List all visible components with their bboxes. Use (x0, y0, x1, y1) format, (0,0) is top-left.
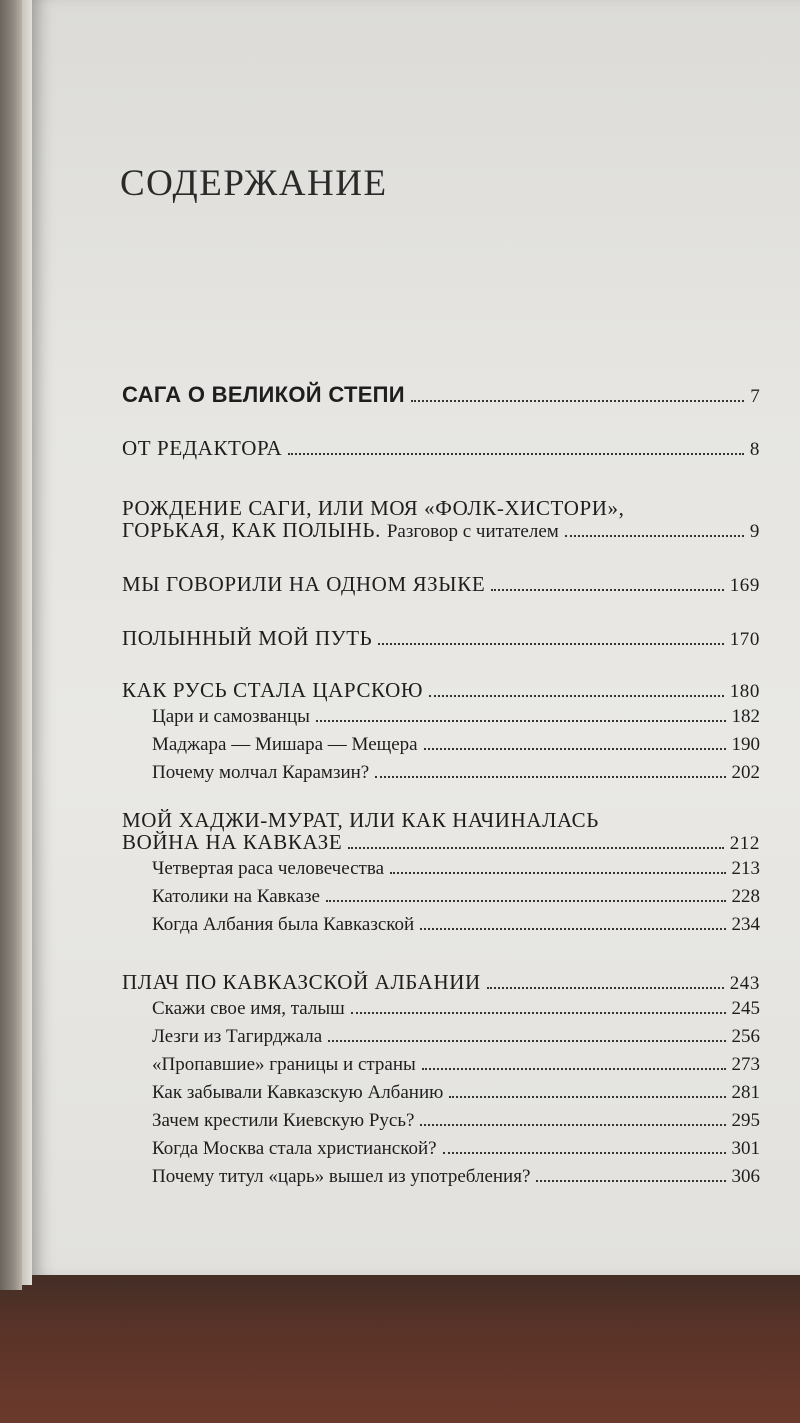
dot-leader (565, 535, 744, 537)
dot-leader (424, 748, 726, 750)
toc-entry-page: 7 (750, 386, 760, 407)
toc-subentry (152, 1138, 760, 1160)
toc-subentry (152, 706, 760, 728)
toc-entry-title: МЫ ГОВОРИЛИ НА ОДНОМ ЯЗЫКЕ (122, 572, 486, 596)
toc-subentry-title: Цари и самозванцы (152, 706, 310, 727)
toc-entry-title: ПОЛЫННЫЙ МОЙ ПУТЬ (122, 626, 373, 650)
toc-subentry-page: 213 (731, 858, 760, 879)
dot-leader (328, 1040, 725, 1042)
toc-entry-title-line1: МОЙ ХАДЖИ-МУРАТ, ИЛИ КАК НАЧИНАЛАСЬ (122, 808, 599, 832)
toc-subentry-page: 256 (731, 1026, 760, 1047)
toc-entry-page: 180 (729, 681, 760, 702)
toc-subentry-title: Скажи свое имя, талыш (152, 998, 345, 1019)
book-page-edges (22, 0, 32, 1285)
dot-leader (487, 987, 724, 989)
toc-entry-subtitle: Разговор с читателем (386, 521, 559, 542)
toc-entry (122, 436, 760, 461)
toc-entry (122, 518, 760, 543)
book-page (32, 0, 800, 1275)
toc-entry-page: 212 (729, 833, 760, 854)
toc-subentry-title: Католики на Кавказе (152, 886, 320, 907)
toc-subentry (152, 1110, 760, 1132)
toc-subentry-title: Как забывали Кавказскую Албанию (152, 1082, 444, 1103)
dot-leader (491, 589, 723, 591)
dot-leader (420, 1124, 725, 1126)
toc-subentry (152, 1166, 760, 1188)
toc-entry-title: КАК РУСЬ СТАЛА ЦАРСКОЮ (122, 678, 424, 702)
toc-entry-title: ОТ РЕДАКТОРА (122, 436, 283, 460)
toc-entry (122, 830, 760, 855)
dot-leader (375, 776, 725, 778)
toc-entry (122, 970, 760, 995)
dot-leader (422, 1068, 726, 1070)
dot-leader (536, 1180, 725, 1182)
toc-subentry (152, 1082, 760, 1104)
toc-subentry-title: Почему молчал Карамзин? (152, 762, 370, 783)
toc-subentry-title: Четвертая раса человечества (152, 858, 385, 879)
page-title: СОДЕРЖАНИЕ (120, 163, 388, 204)
toc-subentry (152, 914, 760, 936)
toc-subentry-title: Когда Москва стала христианской? (152, 1138, 437, 1159)
dot-leader (429, 695, 724, 697)
toc-subentry (152, 886, 760, 908)
toc-subentry-page: 182 (731, 706, 760, 727)
toc-entry (122, 678, 760, 703)
dot-leader (378, 643, 723, 645)
toc-entry-page: 170 (729, 629, 760, 650)
dot-leader (420, 928, 725, 930)
toc-entry (122, 626, 760, 651)
toc-subentry-page: 190 (731, 734, 760, 755)
toc-subentry-title: Лезги из Тагирджала (152, 1026, 323, 1047)
toc-subentry (152, 998, 760, 1020)
dot-leader (326, 900, 726, 902)
toc-entry-title-line2 (122, 518, 559, 543)
dot-leader (449, 1096, 725, 1098)
dot-leader (443, 1152, 726, 1154)
toc-subentry-page: 228 (731, 886, 760, 907)
toc-subentry (152, 858, 760, 880)
book-cover-edge (0, 0, 22, 1290)
toc-entry-title: ПЛАЧ ПО КАВКАЗСКОЙ АЛБАНИИ (122, 970, 481, 994)
dot-leader (316, 720, 726, 722)
toc-entry-page: 169 (729, 575, 760, 596)
toc-entry-page: 8 (749, 439, 760, 460)
toc-subentry-page: 234 (731, 914, 760, 935)
table-surface (0, 1255, 800, 1423)
toc-entry-title: САГА О ВЕЛИКОЙ СТЕПИ (122, 382, 405, 407)
toc-entry (122, 572, 760, 597)
toc-entry (122, 382, 760, 408)
toc-subentry-page: 281 (731, 1082, 760, 1103)
toc-entry-page: 243 (729, 973, 760, 994)
toc-entry-title-part: ГОРЬКАЯ, КАК ПОЛЫНЬ. (122, 518, 381, 542)
toc-subentry (152, 734, 760, 756)
dot-leader (411, 400, 744, 402)
toc-subentry-page: 306 (731, 1166, 760, 1187)
toc-subentry-page: 202 (731, 762, 760, 783)
dot-leader (348, 847, 723, 849)
toc-subentry (152, 1054, 760, 1076)
toc-entry-title-line1: РОЖДЕНИЕ САГИ, ИЛИ МОЯ «ФОЛК-ХИСТОРИ», (122, 496, 625, 520)
toc-subentry-page: 245 (731, 998, 760, 1019)
dot-leader (351, 1012, 726, 1014)
toc-subentry-page: 273 (731, 1054, 760, 1075)
toc-subentry-title: «Пропавшие» границы и страны (152, 1054, 416, 1075)
toc-subentry-title: Зачем крестили Киевскую Русь? (152, 1110, 415, 1131)
toc-subentry (152, 762, 760, 784)
dot-leader (390, 872, 725, 874)
toc-subentry-title: Почему титул «царь» вышел из употребления? (152, 1166, 531, 1187)
toc-subentry-page: 295 (731, 1110, 760, 1131)
dot-leader (288, 453, 744, 455)
toc-subentry-title: Маджара — Мишара — Мещера (152, 734, 418, 755)
toc-subentry-page: 301 (731, 1138, 760, 1159)
toc-entry-page: 9 (749, 521, 760, 542)
toc-subentry-title: Когда Албания была Кавказской (152, 914, 415, 935)
toc-subentry (152, 1026, 760, 1048)
toc-entry-title-line2: ВОЙНА НА КАВКАЗЕ (122, 830, 343, 854)
